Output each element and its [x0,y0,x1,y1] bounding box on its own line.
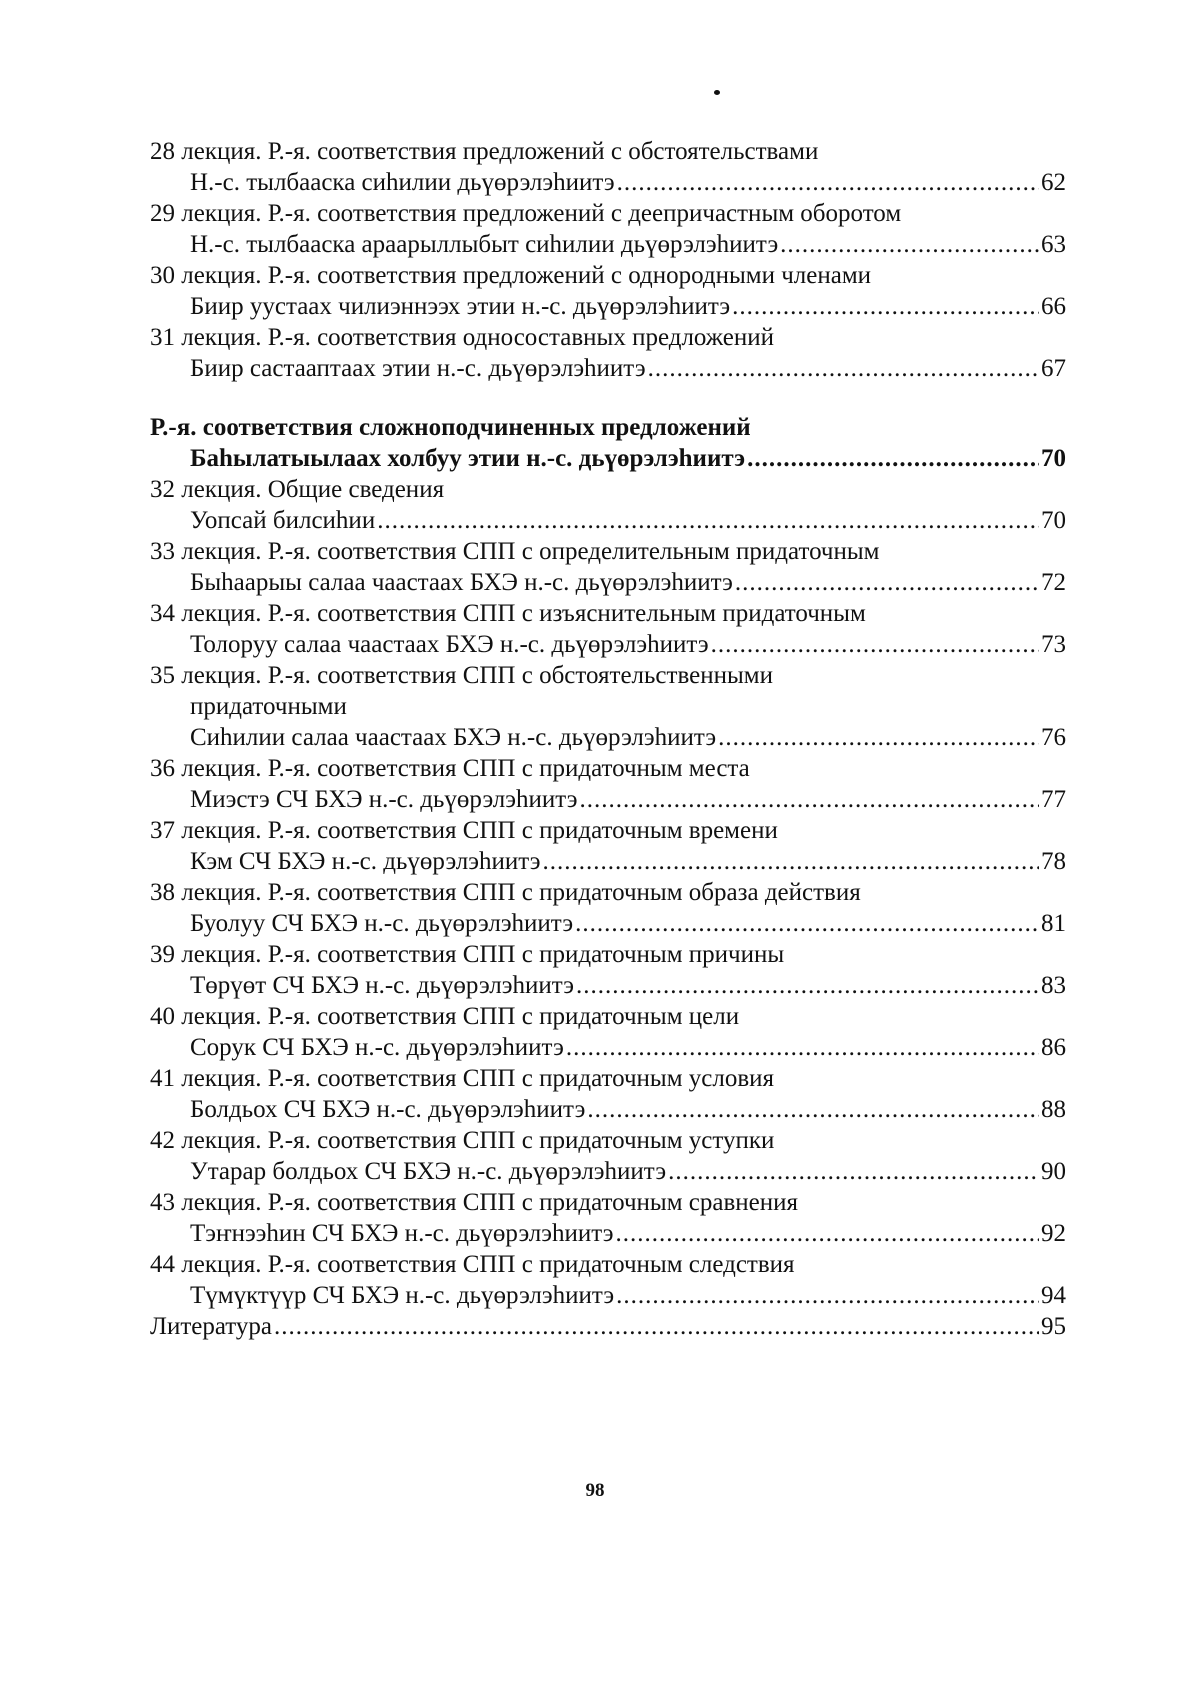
lecture-page: 76 [1041,724,1066,751]
lecture-subtitle: Н.-с. тылбааска араарыллыбыт сиһилии дьүөрэлэһиитэ [190,231,779,258]
toc-section-heading [150,412,1066,474]
lecture-subtitle-line [150,1094,1066,1125]
lecture-title: 41 лекция. Р.-я. соответствия СПП с придаточным условия [150,1065,775,1092]
toc-entry [150,815,1066,877]
lecture-subtitle: Төрүөт СЧ БХЭ н.-с. дьүөрэлэһиитэ [190,972,575,999]
lecture-subtitle-line [150,567,1066,598]
toc-group-complex [150,474,1066,1311]
lecture-title: 37 лекция. Р.-я. соответствия СПП с придаточным времени [150,817,778,844]
lecture-title: 38 лекция. Р.-я. соответствия СПП с придаточным образа действия [150,879,861,906]
dot-leader [580,784,1039,815]
literature-label: Литература [150,1313,272,1340]
toc-entry [150,474,1066,536]
lecture-page: 90 [1041,1158,1066,1185]
lecture-page: 63 [1041,231,1066,258]
lecture-subtitle-line [150,1156,1066,1187]
dot-leader [718,722,1039,753]
section-page: 70 [1041,445,1066,472]
dot-leader [587,1094,1039,1125]
section-subtitle-line [150,443,1066,474]
lecture-subtitle: Биир уустаах чилиэннээх этии н.-с. дьүөрэлэһиитэ [190,293,731,320]
lecture-subtitle: Утарар болдьох СЧ БХЭ н.-с. дьүөрэлэһиитэ [190,1158,667,1185]
lecture-subtitle: Буолуу СЧ БХЭ н.-с. дьүөрэлэһиитэ [190,910,574,937]
toc-entry [150,1125,1066,1187]
lecture-title: 28 лекция. Р.-я. соответствия предложений с обстоятельствами [150,138,819,165]
lecture-title: 39 лекция. Р.-я. соответствия СПП с придаточным причины [150,941,785,968]
lecture-subtitle-line [150,291,1066,322]
page-number: 98 [585,1480,605,1501]
dot-leader [575,908,1039,939]
lecture-subtitle-line [150,1280,1066,1311]
lecture-subtitle: Сорук СЧ БХЭ н.-с. дьүөрэлэһиитэ [190,1034,564,1061]
dot-leader [274,1311,1039,1342]
lecture-title: 43 лекция. Р.-я. соответствия СПП с придаточным сравнения [150,1189,799,1216]
lecture-subtitle-line [150,505,1066,536]
toc-entry [150,598,1066,660]
lecture-title: 40 лекция. Р.-я. соответствия СПП с придаточным цели [150,1003,740,1030]
dot-leader [616,1218,1040,1249]
lecture-page: 92 [1041,1220,1066,1247]
literature-line [150,1311,1066,1342]
toc-entry [150,1001,1066,1063]
dot-leader [543,846,1039,877]
lecture-page: 67 [1041,355,1066,382]
dot-leader [648,353,1039,384]
toc-entry [150,1063,1066,1125]
lecture-subtitle-line [150,784,1066,815]
lecture-subtitle-line [150,1032,1066,1063]
lecture-title-cont: придаточными [190,693,347,720]
lecture-title: 31 лекция. Р.-я. соответствия односоставных предложений [150,324,774,351]
lecture-title: 33 лекция. Р.-я. соответствия СПП с определительным придаточным [150,538,880,565]
lecture-subtitle: Сиһилии салаа чаастаах БХЭ н.-с. дьүөрэлэһиитэ [190,724,717,751]
lecture-title: 32 лекция. Общие сведения [150,476,445,503]
dot-leader [377,505,1039,536]
lecture-subtitle: Биир састааптаах этии н.-с. дьүөрэлэһиитэ [190,355,646,382]
lecture-page: 81 [1041,910,1066,937]
section-title: Р.-я. соответствия сложноподчиненных предложений [150,414,751,441]
lecture-subtitle: Толоруу салаа чаастаах БХЭ н.-с. дьүөрэлэһиитэ [190,631,709,658]
toc-entry [150,322,1066,384]
lecture-title: 35 лекция. Р.-я. соответствия СПП с обстоятельственными [150,662,773,689]
lecture-title: 42 лекция. Р.-я. соответствия СПП с придаточным уступки [150,1127,775,1154]
section-subtitle: Баһылатыылаах холбуу этии н.-с. дьүөрэлэһиитэ [190,445,746,472]
lecture-subtitle-line [150,846,1066,877]
lecture-page: 66 [1041,293,1066,320]
lecture-subtitle: Түмүктүүр СЧ БХЭ н.-с. дьүөрэлэһиитэ [190,1282,615,1309]
toc-entry [150,136,1066,198]
lecture-title: 36 лекция. Р.-я. соответствия СПП с придаточным места [150,755,750,782]
lecture-subtitle-line [150,970,1066,1001]
lecture-title: 30 лекция. Р.-я. соответствия предложений с однородными членами [150,262,872,289]
lecture-subtitle: Н.-с. тылбааска сиһилии дьүөрэлэһиитэ [190,169,615,196]
lecture-page: 73 [1041,631,1066,658]
lecture-subtitle: Быһаарыы салаа чаастаах БХЭ н.-с. дьүөрэлэһиитэ [190,569,733,596]
lecture-subtitle-line [150,167,1066,198]
dot-leader [617,167,1039,198]
toc-entry [150,660,1066,753]
table-of-contents [150,136,1066,1342]
lecture-page: 83 [1041,972,1066,999]
dot-leader [576,970,1039,1001]
literature-page: 95 [1041,1313,1066,1340]
lecture-subtitle-line [150,229,1066,260]
toc-entry [150,939,1066,1001]
dot-leader [616,1280,1039,1311]
toc-entry [150,877,1066,939]
lecture-page: 88 [1041,1096,1066,1123]
lecture-page: 94 [1041,1282,1066,1309]
lecture-subtitle-line [150,908,1066,939]
dot-leader [735,567,1039,598]
dot-leader [780,229,1039,260]
lecture-title: 34 лекция. Р.-я. соответствия СПП с изъяснительным придаточным [150,600,866,627]
lecture-title: 44 лекция. Р.-я. соответствия СПП с придаточным следствия [150,1251,795,1278]
lecture-page: 62 [1041,169,1066,196]
toc-entry [150,260,1066,322]
lecture-title: 29 лекция. Р.-я. соответствия предложений с деепричастным оборотом [150,200,902,227]
lecture-subtitle: Кэм СЧ БХЭ н.-с. дьүөрэлэһиитэ [190,848,541,875]
lecture-subtitle-line [150,1218,1066,1249]
dot-leader [747,443,1039,474]
lecture-page: 77 [1041,786,1066,813]
lecture-page: 70 [1041,507,1066,534]
lecture-subtitle-line [150,629,1066,660]
lecture-page: 86 [1041,1034,1066,1061]
lecture-subtitle: Миэстэ СЧ БХЭ н.-с. дьүөрэлэһиитэ [190,786,578,813]
toc-literature [150,1311,1066,1342]
lecture-subtitle: Болдьох СЧ БХЭ н.-с. дьүөрэлэһиитэ [190,1096,586,1123]
toc-group-sentences [150,136,1066,384]
toc-entry [150,1187,1066,1249]
toc-entry [150,1249,1066,1311]
dot-leader [732,291,1039,322]
dot-leader [668,1156,1039,1187]
lecture-page: 72 [1041,569,1066,596]
scan-speck [714,90,720,95]
lecture-subtitle-line [150,722,1066,753]
toc-entry [150,198,1066,260]
toc-entry [150,536,1066,598]
section-gap [150,384,1066,412]
lecture-subtitle: Уопсай билсиһии [190,507,376,534]
lecture-subtitle: Тэҥнээһин СЧ БХЭ н.-с. дьүөрэлэһиитэ [190,1220,614,1247]
lecture-page: 78 [1041,848,1066,875]
toc-entry [150,753,1066,815]
dot-leader [711,629,1039,660]
dot-leader [566,1032,1039,1063]
lecture-subtitle-line [150,353,1066,384]
